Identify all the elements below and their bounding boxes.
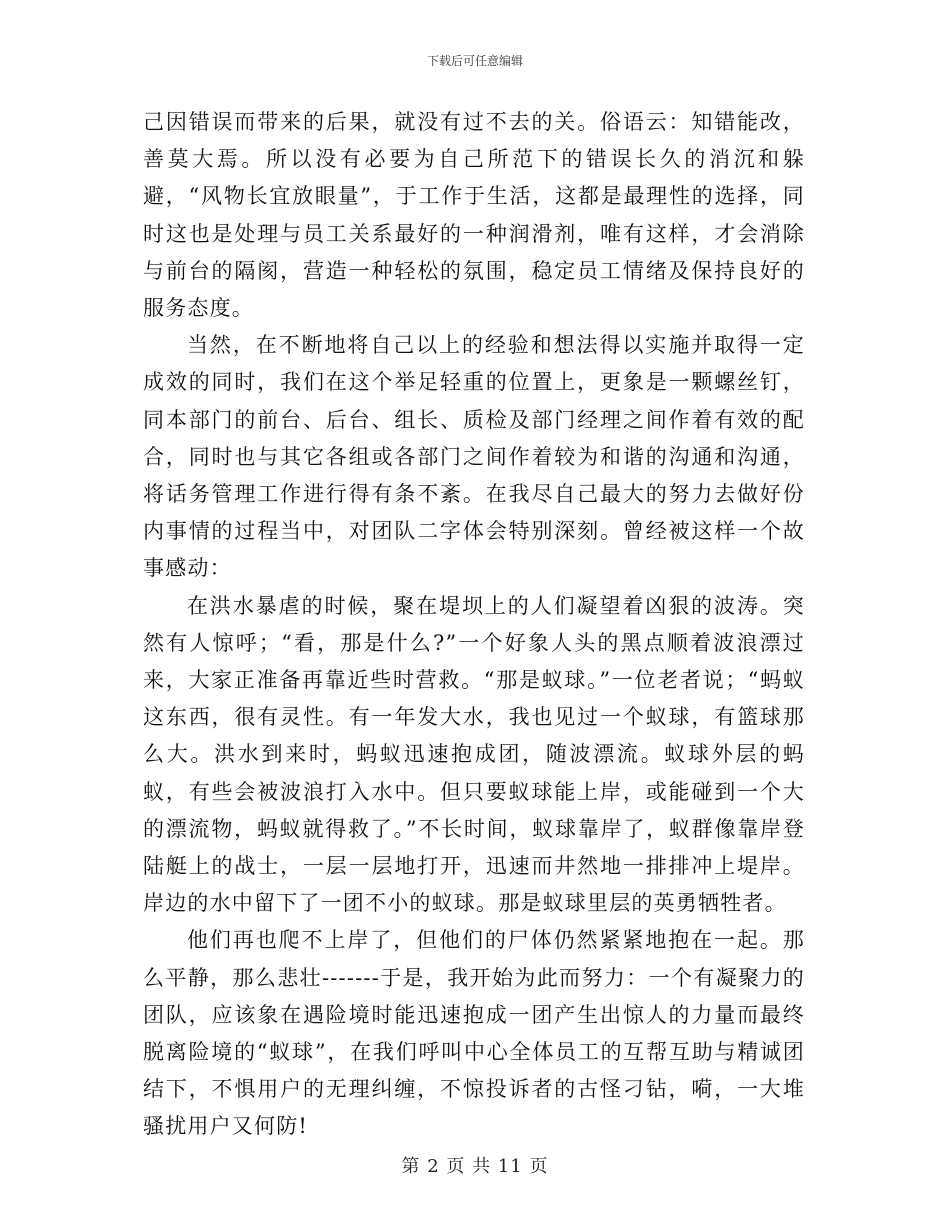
page-header: 下载后可任意编辑 bbox=[426, 54, 523, 68]
paragraph: 在洪水暴虐的时候，聚在堤坝上的人们凝望着凶狠的波涛。突然有人惊呼；“看，那是什么?”一个好象人头的黑点顺着波浪漂过来，大家正准备再靠近些时营救。“那是蚁球。”一位老者说；“蚂蚁这东西，很有灵性。有一年发大水，我也见过一个蚁球，有篮球那么大。洪水到来时，蚂蚁迅速抱成团，随波漂流。蚁球外层的蚂蚁，有些会被波浪打入水中。但只要蚁球能上岸，或能碰到一个大的漂流物，蚂蚁就得救了。”不长时间，蚁球靠岸了，蚁群像靠岸登陆艇上的战士，一层一层地打开，迅速而井然地一排排冲上堤岸。岸边的水中留下了一团不小的蚁球。那是蚁球里层的英勇牺牲者。 bbox=[143, 593, 805, 916]
paragraph: 当然，在不断地将自己以上的经验和想法得以实施并取得一定成效的同时，我们在这个举足轻重的位置上，更象是一颗螺丝钉，同本部门的前台、后台、组长、质检及部门经理之间作着有效的配合，同时也与其它各组或各部门之间作着较为和谐的沟通和沟通，将话务管理工作进行得有条不紊。在我尽自己最大的努力去做好份内事情的过程当中，对团队二字体会特别深刻。曾经被这样一个故事感动： bbox=[143, 333, 805, 581]
document-body bbox=[143, 104, 805, 1146]
paragraph: 他们再也爬不上岸了，但他们的尸体仍然紧紧地抱在一起。那么平静，那么悲壮-------于是，我开始为此而努力：一个有凝聚力的团队，应该象在遇险境时能迅速抱成一团产生出惊人的力量而最终脱离险境的“蚁球”，在我们呼叫中心全体员工的互帮互助与精诚团结下，不惧用户的无理纠缠，不惊投诉者的古怪刁钻，嗬，一大堆骚扰用户又何防! bbox=[143, 928, 805, 1139]
paragraph-continued: 己因错误而带来的后果，就没有过不去的关。俗语云：知错能改，善莫大焉。所以没有必要为自己所范下的错误长久的消沉和躲避，“风物长宜放眼量”，于工作于生活，这都是最理性的选择，同时这也是处理与员工关系最好的一种润滑剂，唯有这样，才会消除与前台的隔阂，营造一种轻松的氛围，稳定员工情绪及保持良好的服务态度。 bbox=[143, 110, 805, 321]
page-number: 第 2 页 共 11 页 bbox=[401, 1156, 549, 1177]
